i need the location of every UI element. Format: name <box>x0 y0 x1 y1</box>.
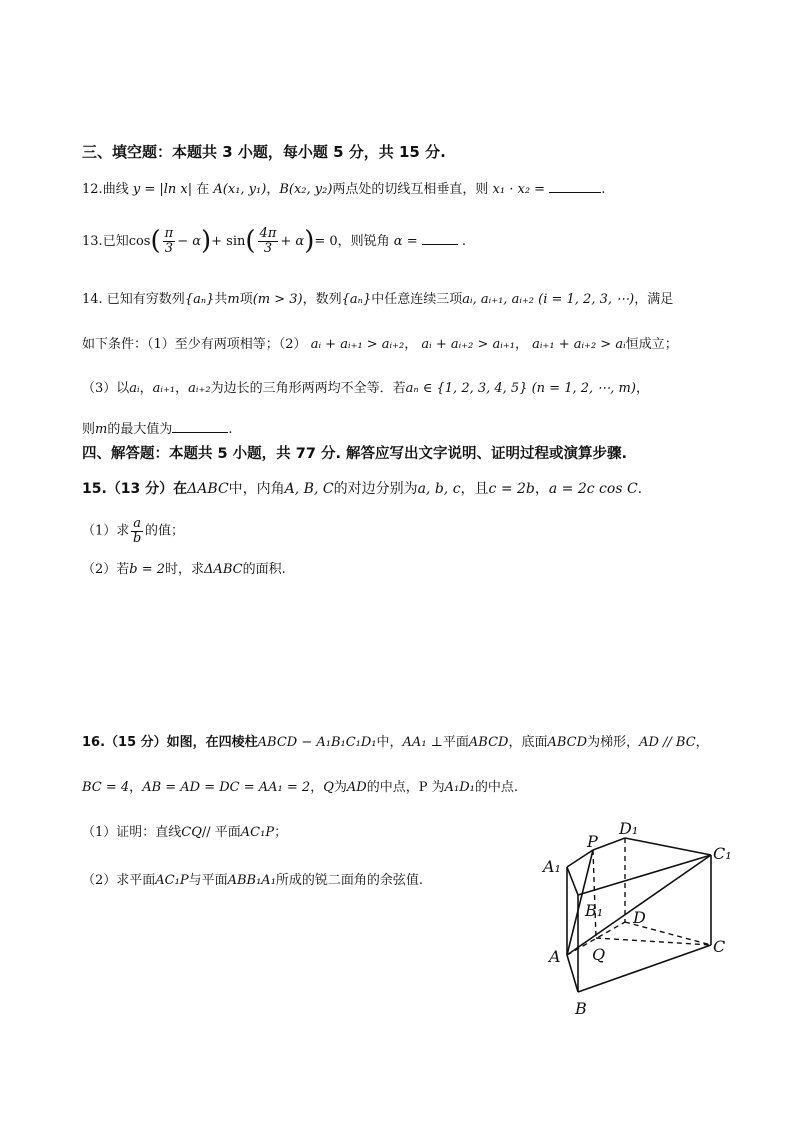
q13-paren-close-1: ) <box>201 226 212 256</box>
q16-line2-e: 为 <box>333 780 347 795</box>
q15-frac-numerator: a <box>133 516 142 531</box>
q13-frac2-denominator: 3 <box>263 241 273 257</box>
q13-end: . <box>461 234 467 250</box>
q14-set: aₙ ∈ {1, 2, 3, 4, 5} (n = 1, 2, ⋯, m) <box>405 381 636 396</box>
q15-fraction <box>131 517 143 545</box>
q13-fraction-1 <box>163 227 176 255</box>
q14-line3-b: 为边长的三角形两两均不全等．若 <box>210 381 406 396</box>
q16-t5: ， <box>695 735 709 750</box>
label-d1: D₁ <box>619 819 639 838</box>
q12-answer-blank <box>549 180 601 193</box>
label-a1: A₁ <box>543 857 561 876</box>
q12-point-b: B(x₂, y₂) <box>279 182 333 197</box>
question-15-part-1 <box>82 517 184 545</box>
q16-t4: 为梯形， <box>587 735 640 750</box>
q14-answer-blank <box>172 420 228 433</box>
q16-p1-a: （1）证明：直线 <box>82 825 182 840</box>
q14-line1-a: 14. 已知有穷数列 <box>82 292 185 307</box>
q16-p2-plane-1: AC₁P <box>155 873 189 888</box>
q13-minus-alpha: − α <box>177 234 201 250</box>
q16-t2: 平面 <box>442 735 469 750</box>
q13-paren-close-2: ) <box>304 226 315 256</box>
q12-comma: ， <box>266 182 280 197</box>
q14-term-2: aᵢ₊₁ <box>152 381 176 396</box>
question-15-part-2 <box>82 562 286 578</box>
q12-text-mid1: 在 <box>196 182 210 197</box>
q12-text-pre: 曲线 <box>102 182 129 197</box>
q14-end: . <box>228 422 233 437</box>
question-16-line-1 <box>82 735 709 751</box>
q13-fraction-2 <box>258 227 279 255</box>
q16-head: 16.（15 分）如图，在四棱柱 <box>82 735 258 750</box>
q16-prism: ABCD − A₁B₁C₁D₁ <box>257 735 377 750</box>
q14-line2-a: 如下条件：（1）至少有两项相等；（2） <box>82 337 307 352</box>
edge-b1-c1 <box>578 855 711 895</box>
q14-line1-f: ，满足 <box>634 292 674 307</box>
q12-text-mid2: 两点处的切线互相垂直，则 <box>332 182 489 197</box>
q15-t1: 中，内角 <box>228 481 285 497</box>
q14-line1-e: 中任意连续三项 <box>371 292 463 307</box>
label-a: A <box>549 947 561 966</box>
q16-line2-d: ， <box>310 780 324 795</box>
label-c: C <box>713 937 726 956</box>
q16-equal-lengths: AB = AD = DC = AA₁ = 2 <box>142 780 311 795</box>
q15-angles: A, B, C <box>284 481 334 497</box>
question-15 <box>82 481 642 498</box>
q15-t3: ，且 <box>460 481 489 497</box>
edge-p-d1 <box>593 838 625 850</box>
q14-line4-a: 则 <box>82 422 96 437</box>
q15-p1-b: 的值； <box>145 523 185 539</box>
question-12 <box>82 180 605 198</box>
edge-a1-b1 <box>567 867 578 895</box>
q13-frac1-denominator: 3 <box>164 241 174 257</box>
q15-end: . <box>637 481 643 497</box>
q12-end: . <box>601 182 606 197</box>
q14-terms: aᵢ, aᵢ₊₁, aᵢ₊₂ (i = 1, 2, 3, ⋯) <box>462 292 635 307</box>
label-d: D <box>633 908 646 927</box>
q12-point-a: A(x₁, y₁) <box>213 182 267 197</box>
q13-equals-zero: = 0 <box>314 234 338 250</box>
question-16-part-1 <box>82 825 287 841</box>
question-13 <box>82 226 466 257</box>
q14-m: m <box>227 292 240 307</box>
q15-p2-a: （2）若 <box>82 562 130 577</box>
q16-line2-f: 的中点，P 为 <box>366 780 445 795</box>
question-14-line-2 <box>82 337 678 353</box>
q15-condition-2: a = 2c cos C <box>548 481 638 497</box>
q14-term-3: aᵢ₊₂ <box>188 381 211 396</box>
q16-line2-b: ， <box>129 780 143 795</box>
label-p: P <box>587 832 598 851</box>
q16-ad: AD <box>346 780 367 795</box>
q16-p1-cq: CQ <box>181 825 202 840</box>
q16-p2-b: 与平面 <box>188 873 228 888</box>
q14-inequality-3: aᵢ₊₁ + aᵢ₊₂ > aᵢ <box>532 337 626 352</box>
q13-text-pre: 已知 <box>102 234 129 250</box>
q13-alpha-equals: α = <box>393 234 418 250</box>
q16-q: Q <box>323 780 334 795</box>
q13-answer-blank <box>422 232 458 245</box>
q14-sep-2: ， <box>514 337 528 352</box>
q13-number: 13. <box>82 234 103 250</box>
q14-sequence-2: {aₙ} <box>341 292 372 307</box>
q13-paren-open-1: ( <box>150 226 161 256</box>
prism-figure <box>535 810 745 1025</box>
section-3-heading: 三、填空题：本题共 3 小题，每小题 5 分，共 15 分. <box>82 143 446 161</box>
q15-triangle: ΔABC <box>187 481 229 497</box>
q15-frac-denominator: b <box>133 530 142 546</box>
q16-t1: 中， <box>376 735 403 750</box>
q15-p2-b: 时，求 <box>165 562 205 577</box>
label-q: Q <box>592 945 606 964</box>
q14-term-1: aᵢ <box>129 381 140 396</box>
edge-a-b <box>567 955 578 992</box>
q15-p2-triangle: ΔABC <box>204 562 243 577</box>
q16-p2-a: （2）求平面 <box>82 873 156 888</box>
q15-head: 15.（13 分）在 <box>82 481 188 497</box>
q14-line1-b: 共 <box>214 292 228 307</box>
q14-m-2: m <box>95 422 108 437</box>
q14-line3-a: （3）以 <box>82 381 130 396</box>
q14-sequence: {aₙ} <box>184 292 215 307</box>
q14-line2-b: 恒成立； <box>625 337 678 352</box>
q14-line3-c: ， <box>635 381 649 396</box>
q13-frac1-numerator: π <box>164 226 174 242</box>
q15-p2-condition: b = 2 <box>129 562 166 577</box>
label-c1: C₁ <box>713 844 732 863</box>
q16-p2-plane-2: ABB₁A₁ <box>227 873 276 888</box>
question-14-line-1 <box>82 292 673 308</box>
q14-m-condition: (m > 3) <box>252 292 303 307</box>
question-16-line-2 <box>82 780 518 796</box>
q12-number: 12. <box>82 182 103 197</box>
question-14-line-4 <box>82 420 233 438</box>
q13-plus-alpha: + α <box>280 234 305 250</box>
q14-inequality-1: aᵢ + aᵢ₊₁ > aᵢ₊₂ <box>310 337 405 352</box>
q14-sep-1: ， <box>404 337 418 352</box>
q12-function: y = |ln x| <box>132 182 193 197</box>
q12-expression: x₁ · x₂ = <box>492 182 546 197</box>
q13-paren-open-2: ( <box>245 226 256 256</box>
q16-base: ABCD <box>547 735 588 750</box>
q14-comma-1: ， <box>139 381 153 396</box>
q14-comma-2: ， <box>175 381 189 396</box>
q16-a1d1: A₁D₁ <box>444 780 475 795</box>
question-14-line-3 <box>82 381 649 397</box>
hidden-line-q-c <box>596 938 711 945</box>
q14-line1-d: ，数列 <box>302 292 342 307</box>
q16-p1-b: // 平面 <box>201 825 241 840</box>
q14-inequality-2: aᵢ + aᵢ₊₂ > aᵢ₊₁ <box>421 337 515 352</box>
q16-perpendicular: AA₁ ⊥ <box>402 735 443 750</box>
q16-p1-c: ； <box>274 825 288 840</box>
q14-line1-c: 项 <box>239 292 253 307</box>
q14-line4-b: 的最大值为 <box>107 422 173 437</box>
q15-t4: ， <box>534 481 549 497</box>
q15-t2: 的对边分别为 <box>333 481 418 497</box>
q16-bc-length: BC = 4 <box>82 780 130 795</box>
q16-p2-c: 所成的锐二面角的余弦值. <box>275 873 424 888</box>
q16-parallel: AD // BC <box>639 735 696 750</box>
q13-frac2-numerator: 4π <box>259 226 277 242</box>
edge-d1-c1 <box>625 838 711 855</box>
label-b: B <box>575 999 587 1018</box>
section-4-heading: 四、解答题：本题共 5 小题，共 77 分. 解答应写出文字说明、证明过程或演算步骤. <box>82 446 628 462</box>
q16-t3: ，底面 <box>508 735 548 750</box>
q16-p1-plane: AC₁P <box>240 825 275 840</box>
hidden-line-p-q <box>593 850 596 938</box>
question-16-part-2 <box>82 873 423 889</box>
q16-line2-g: 的中点. <box>474 780 518 795</box>
q13-cos: cos <box>128 234 151 250</box>
q13-text-post: ，则锐角 <box>337 234 390 250</box>
q16-plane: ABCD <box>468 735 509 750</box>
q15-p1-a: （1）求 <box>82 523 130 539</box>
q15-condition-1: c = 2b <box>488 481 535 497</box>
q15-sides: a, b, c <box>417 481 461 497</box>
q13-plus-sin: + sin <box>211 234 246 250</box>
label-b1: B₁ <box>585 901 604 920</box>
q15-p2-c: 的面积. <box>242 562 286 577</box>
